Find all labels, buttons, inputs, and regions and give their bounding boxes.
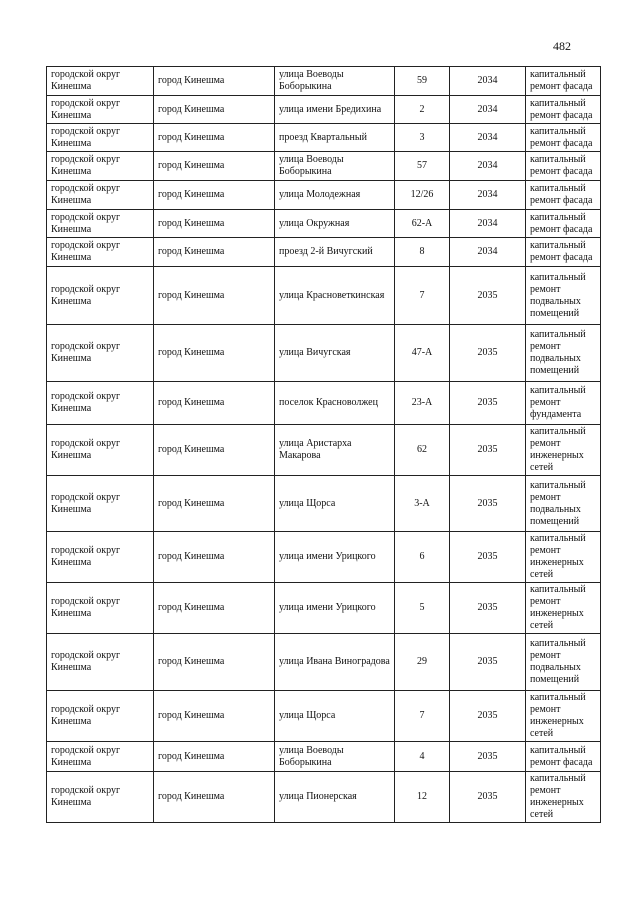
planned-year-cell: 2035: [450, 476, 526, 532]
work-type-cell: капитальный ремонт фундамента: [526, 382, 601, 425]
work-type-cell: капитальный ремонт фасада: [526, 210, 601, 238]
table-row: [47, 382, 601, 425]
house-number-cell: 6: [395, 532, 450, 583]
planned-year-cell: 2035: [450, 267, 526, 325]
work-type-cell: капитальный ремонт фасада: [526, 238, 601, 267]
work-type-cell: капитальный ремонт фасада: [526, 181, 601, 210]
work-type-cell: капитальный ремонт инженерных сетей: [526, 532, 601, 583]
table-row: [47, 181, 601, 210]
street-cell: улица имени Урицкого: [275, 532, 395, 583]
house-number-cell: 12/26: [395, 181, 450, 210]
table-row: [47, 124, 601, 152]
table-row: [47, 742, 601, 772]
district-cell: городской округ Кинешма: [47, 96, 154, 124]
district-cell: городской округ Кинешма: [47, 583, 154, 634]
settlement-cell: город Кинешма: [154, 238, 275, 267]
settlement-cell: город Кинешма: [154, 124, 275, 152]
repair-schedule-table: [46, 66, 601, 823]
planned-year-cell: 2035: [450, 634, 526, 691]
table-row: [47, 691, 601, 742]
planned-year-cell: 2034: [450, 181, 526, 210]
planned-year-cell: 2034: [450, 152, 526, 181]
planned-year-cell: 2035: [450, 742, 526, 772]
table-row: [47, 325, 601, 382]
settlement-cell: город Кинешма: [154, 325, 275, 382]
street-cell: улица Вичугская: [275, 325, 395, 382]
house-number-cell: 3-А: [395, 476, 450, 532]
planned-year-cell: 2034: [450, 67, 526, 96]
work-type-cell: капитальный ремонт подвальных помещений: [526, 325, 601, 382]
settlement-cell: город Кинешма: [154, 691, 275, 742]
street-cell: улица Окружная: [275, 210, 395, 238]
house-number-cell: 4: [395, 742, 450, 772]
work-type-cell: капитальный ремонт инженерных сетей: [526, 772, 601, 823]
house-number-cell: 47-А: [395, 325, 450, 382]
work-type-cell: капитальный ремонт подвальных помещений: [526, 267, 601, 325]
house-number-cell: 2: [395, 96, 450, 124]
planned-year-cell: 2035: [450, 583, 526, 634]
planned-year-cell: 2034: [450, 124, 526, 152]
district-cell: городской округ Кинешма: [47, 476, 154, 532]
district-cell: городской округ Кинешма: [47, 425, 154, 476]
street-cell: улица Воеводы Боборыкина: [275, 742, 395, 772]
page-number: 482: [553, 39, 571, 53]
table-row: [47, 532, 601, 583]
house-number-cell: 59: [395, 67, 450, 96]
district-cell: городской округ Кинешма: [47, 124, 154, 152]
table-row: [47, 152, 601, 181]
settlement-cell: город Кинешма: [154, 67, 275, 96]
planned-year-cell: 2035: [450, 325, 526, 382]
street-cell: улица Щорса: [275, 691, 395, 742]
settlement-cell: город Кинешма: [154, 532, 275, 583]
settlement-cell: город Кинешма: [154, 634, 275, 691]
house-number-cell: 12: [395, 772, 450, 823]
district-cell: городской округ Кинешма: [47, 691, 154, 742]
house-number-cell: 57: [395, 152, 450, 181]
work-type-cell: капитальный ремонт инженерных сетей: [526, 583, 601, 634]
planned-year-cell: 2035: [450, 691, 526, 742]
district-cell: городской округ Кинешма: [47, 238, 154, 267]
table-body: [47, 67, 601, 823]
work-type-cell: капитальный ремонт фасада: [526, 124, 601, 152]
planned-year-cell: 2034: [450, 96, 526, 124]
street-cell: улица Ивана Виноградова: [275, 634, 395, 691]
work-type-cell: капитальный ремонт фасада: [526, 152, 601, 181]
district-cell: городской округ Кинешма: [47, 267, 154, 325]
table-row: [47, 583, 601, 634]
work-type-cell: капитальный ремонт фасада: [526, 67, 601, 96]
planned-year-cell: 2035: [450, 772, 526, 823]
settlement-cell: город Кинешма: [154, 425, 275, 476]
settlement-cell: город Кинешма: [154, 772, 275, 823]
house-number-cell: 5: [395, 583, 450, 634]
district-cell: городской округ Кинешма: [47, 181, 154, 210]
settlement-cell: город Кинешма: [154, 742, 275, 772]
street-cell: улица имени Бредихина: [275, 96, 395, 124]
district-cell: городской округ Кинешма: [47, 382, 154, 425]
district-cell: городской округ Кинешма: [47, 772, 154, 823]
street-cell: проезд Квартальный: [275, 124, 395, 152]
settlement-cell: город Кинешма: [154, 583, 275, 634]
planned-year-cell: 2034: [450, 210, 526, 238]
table-row: [47, 210, 601, 238]
settlement-cell: город Кинешма: [154, 210, 275, 238]
table-row: [47, 425, 601, 476]
house-number-cell: 29: [395, 634, 450, 691]
planned-year-cell: 2035: [450, 532, 526, 583]
table-row: [47, 634, 601, 691]
district-cell: городской округ Кинешма: [47, 742, 154, 772]
street-cell: улица Красноветкинская: [275, 267, 395, 325]
planned-year-cell: 2034: [450, 238, 526, 267]
planned-year-cell: 2035: [450, 382, 526, 425]
district-cell: городской округ Кинешма: [47, 634, 154, 691]
settlement-cell: город Кинешма: [154, 382, 275, 425]
house-number-cell: 23-А: [395, 382, 450, 425]
district-cell: городской округ Кинешма: [47, 325, 154, 382]
street-cell: улица Пионерская: [275, 772, 395, 823]
house-number-cell: 7: [395, 691, 450, 742]
planned-year-cell: 2035: [450, 425, 526, 476]
work-type-cell: капитальный ремонт подвальных помещений: [526, 476, 601, 532]
work-type-cell: капитальный ремонт инженерных сетей: [526, 691, 601, 742]
work-type-cell: капитальный ремонт инженерных сетей: [526, 425, 601, 476]
table-row: [47, 267, 601, 325]
district-cell: городской округ Кинешма: [47, 152, 154, 181]
district-cell: городской округ Кинешма: [47, 210, 154, 238]
table-row: [47, 772, 601, 823]
settlement-cell: город Кинешма: [154, 181, 275, 210]
settlement-cell: город Кинешма: [154, 152, 275, 181]
table-row: [47, 476, 601, 532]
house-number-cell: 62: [395, 425, 450, 476]
street-cell: улица имени Урицкого: [275, 583, 395, 634]
house-number-cell: 3: [395, 124, 450, 152]
settlement-cell: город Кинешма: [154, 476, 275, 532]
settlement-cell: город Кинешма: [154, 267, 275, 325]
work-type-cell: капитальный ремонт фасада: [526, 742, 601, 772]
house-number-cell: 7: [395, 267, 450, 325]
street-cell: улица Щорса: [275, 476, 395, 532]
street-cell: улица Воеводы Боборыкина: [275, 67, 395, 96]
table-row: [47, 238, 601, 267]
street-cell: улица Аристарха Макарова: [275, 425, 395, 476]
district-cell: городской округ Кинешма: [47, 532, 154, 583]
street-cell: поселок Красноволжец: [275, 382, 395, 425]
house-number-cell: 8: [395, 238, 450, 267]
work-type-cell: капитальный ремонт фасада: [526, 96, 601, 124]
street-cell: проезд 2-й Вичугский: [275, 238, 395, 267]
table-row: [47, 67, 601, 96]
settlement-cell: город Кинешма: [154, 96, 275, 124]
work-type-cell: капитальный ремонт подвальных помещений: [526, 634, 601, 691]
street-cell: улица Молодежная: [275, 181, 395, 210]
table-row: [47, 96, 601, 124]
district-cell: городской округ Кинешма: [47, 67, 154, 96]
house-number-cell: 62-А: [395, 210, 450, 238]
street-cell: улица Воеводы Боборыкина: [275, 152, 395, 181]
